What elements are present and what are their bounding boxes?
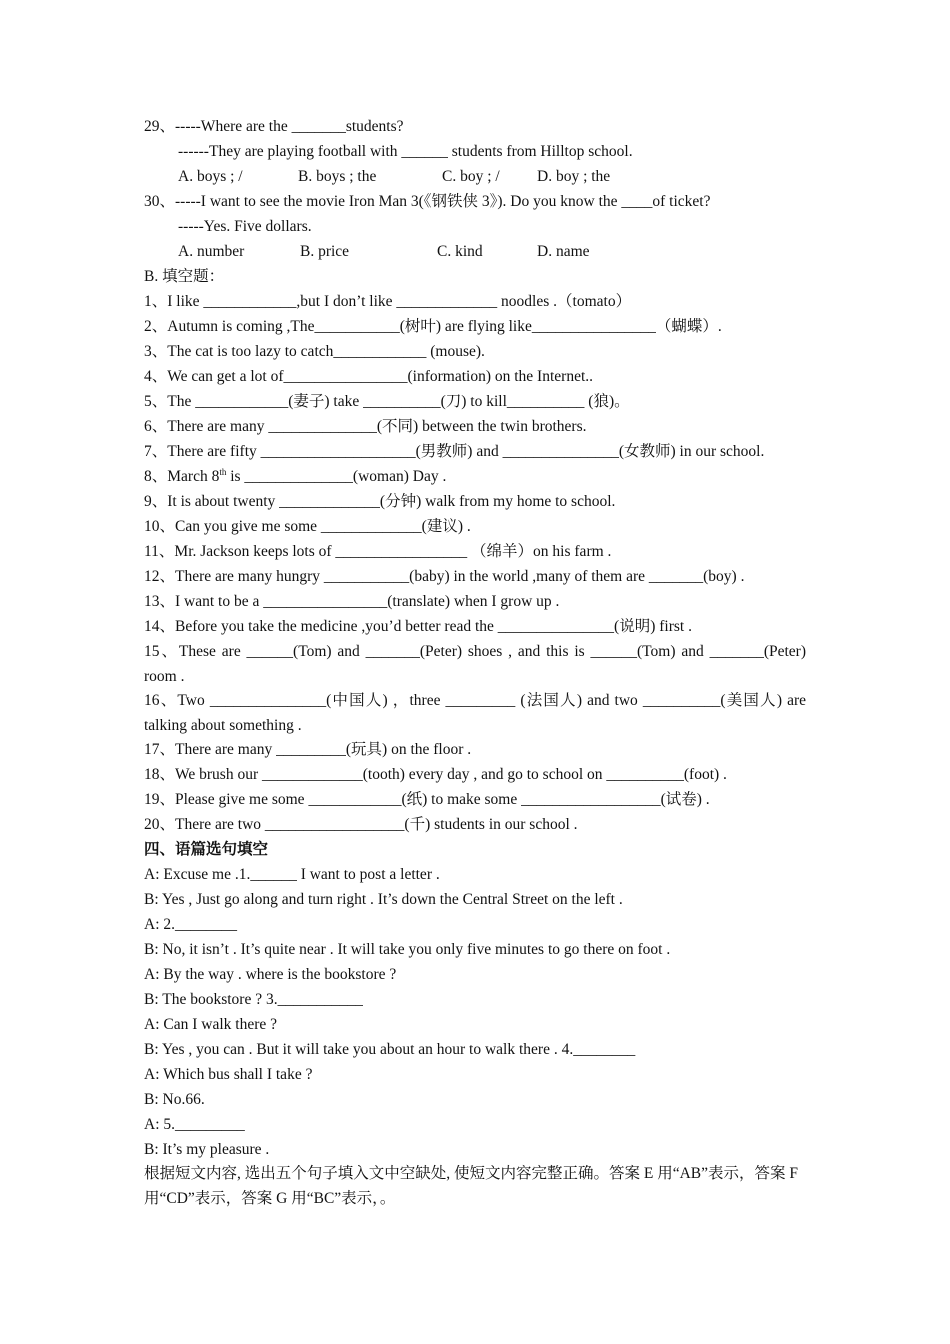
fill-item-16: 16、Two _______________(中国人) ，three _________ (法国人) and two __________(美国人) are talking about something . [144,692,806,734]
dialog-line: A: Can I walk there ? [144,1016,277,1033]
option-b: B. boys ; the [298,168,377,185]
question-30-line1: 30、-----I want to see the movie Iron Man 3(《钢铁侠 3》). Do you know the ____of ticket? [144,193,711,210]
option-d: D. name [537,243,590,260]
question-30-options [178,240,806,265]
fill-item-20: 20、There are two __________________(千) students in our school . [144,816,578,833]
fill-item-9: 9、It is about twenty _____________(分钟) walk from my home to school. [144,493,616,510]
dialog-line: A: 5._________ [144,1116,245,1133]
question-29-line2: ------They are playing football with ______ students from Hilltop school. [178,143,633,160]
question-29-line1: 29、-----Where are the _______students? [144,118,404,135]
fill-item-15: 15、These are ______(Tom) and _______(Peter) shoes , and this is ______(Tom) and _______(Peter) room . [144,643,806,685]
option-c: C. kind [437,243,483,260]
fill-item-5: 5、The ____________(妻子) take __________(刀) to kill__________ (狼)。 [144,393,630,410]
dialog-line: A: By the way . where is the bookstore ? [144,966,397,983]
fill-item-12: 12、There are many hungry ___________(baby) in the world ,many of them are _______(boy) . [144,568,745,585]
section-4-heading: 四、语篇选句填空 [144,841,269,858]
option-a: A. boys ; / [178,168,243,185]
fill-item-18: 18、We brush our _____________(tooth) every day , and go to school on __________(foot) . [144,766,727,783]
fill-item-8-start: 8、March 8 [144,468,220,485]
dialog-line: A: Excuse me .1.______ I want to post a letter . [144,866,440,883]
dialog-line: A: Which bus shall I take ? [144,1066,313,1083]
fill-item-17: 17、There are many _________(玩具) on the floor . [144,741,472,758]
dialog-line: B: No.66. [144,1091,205,1108]
fill-item-3: 3、The cat is too lazy to catch____________ (mouse). [144,343,485,360]
section-b-heading: B. 填空题： [144,268,225,285]
dialog-line: B: No, it isn’t . It’s quite near . It will take you only five minutes to go there on foot . [144,941,671,958]
question-30-line2: -----Yes. Five dollars. [178,218,312,235]
fill-item-7: 7、There are fifty ____________________(男教师) and _______________(女教师) in our school. [144,443,765,460]
instruction-text: 根据短文内容, 选出五个句子填入文中空缺处, 使短文内容完整正确。答案 E 用“AB”表示，答案 F 用“CD”表示，答案 G 用“BC”表示，。 [144,1165,799,1207]
fill-item-4: 4、We can get a lot of________________(information) on the Internet.. [144,368,594,385]
question-29-options [178,165,806,190]
dialog-line: B: The bookstore ? 3.___________ [144,991,363,1008]
fill-item-6: 6、There are many ______________(不同) between the twin brothers. [144,418,587,435]
fill-item-13: 13、I want to be a ________________(translate) when I grow up . [144,593,560,610]
fill-item-8 [144,465,806,490]
option-d: D. boy ; the [537,168,611,185]
fill-item-1: 1、I like ____________,but I don’t like _____________ noodles .（tomato） [144,293,632,310]
option-b: B. price [300,243,350,260]
fill-item-10: 10、Can you give me some _____________(建议) . [144,518,471,535]
fill-item-8-end: is ______________(woman) Day . [226,468,447,485]
fill-item-2: 2、Autumn is coming ,The___________(树叶) are flying like________________（蝴蝶）. [144,318,722,335]
dialog-line: B: Yes , you can . But it will take you about an hour to walk there . 4.________ [144,1041,636,1058]
option-a: A. number [178,243,245,260]
fill-item-14: 14、Before you take the medicine ,you’d better read the _______________(说明) first . [144,618,692,635]
option-c: C. boy ; / [442,168,500,185]
fill-item-11: 11、Mr. Jackson keeps lots of _________________ （绵羊）on his farm . [144,543,612,560]
fill-item-19: 19、Please give me some ____________(纸) to make some __________________(试卷) . [144,791,710,808]
fill-item-8-sup: th [219,466,227,477]
dialog-line: B: Yes , Just go along and turn right . It’s down the Central Street on the left . [144,891,623,908]
dialog-line: A: 2.________ [144,916,237,933]
dialog-line: B: It’s my pleasure . [144,1141,270,1158]
